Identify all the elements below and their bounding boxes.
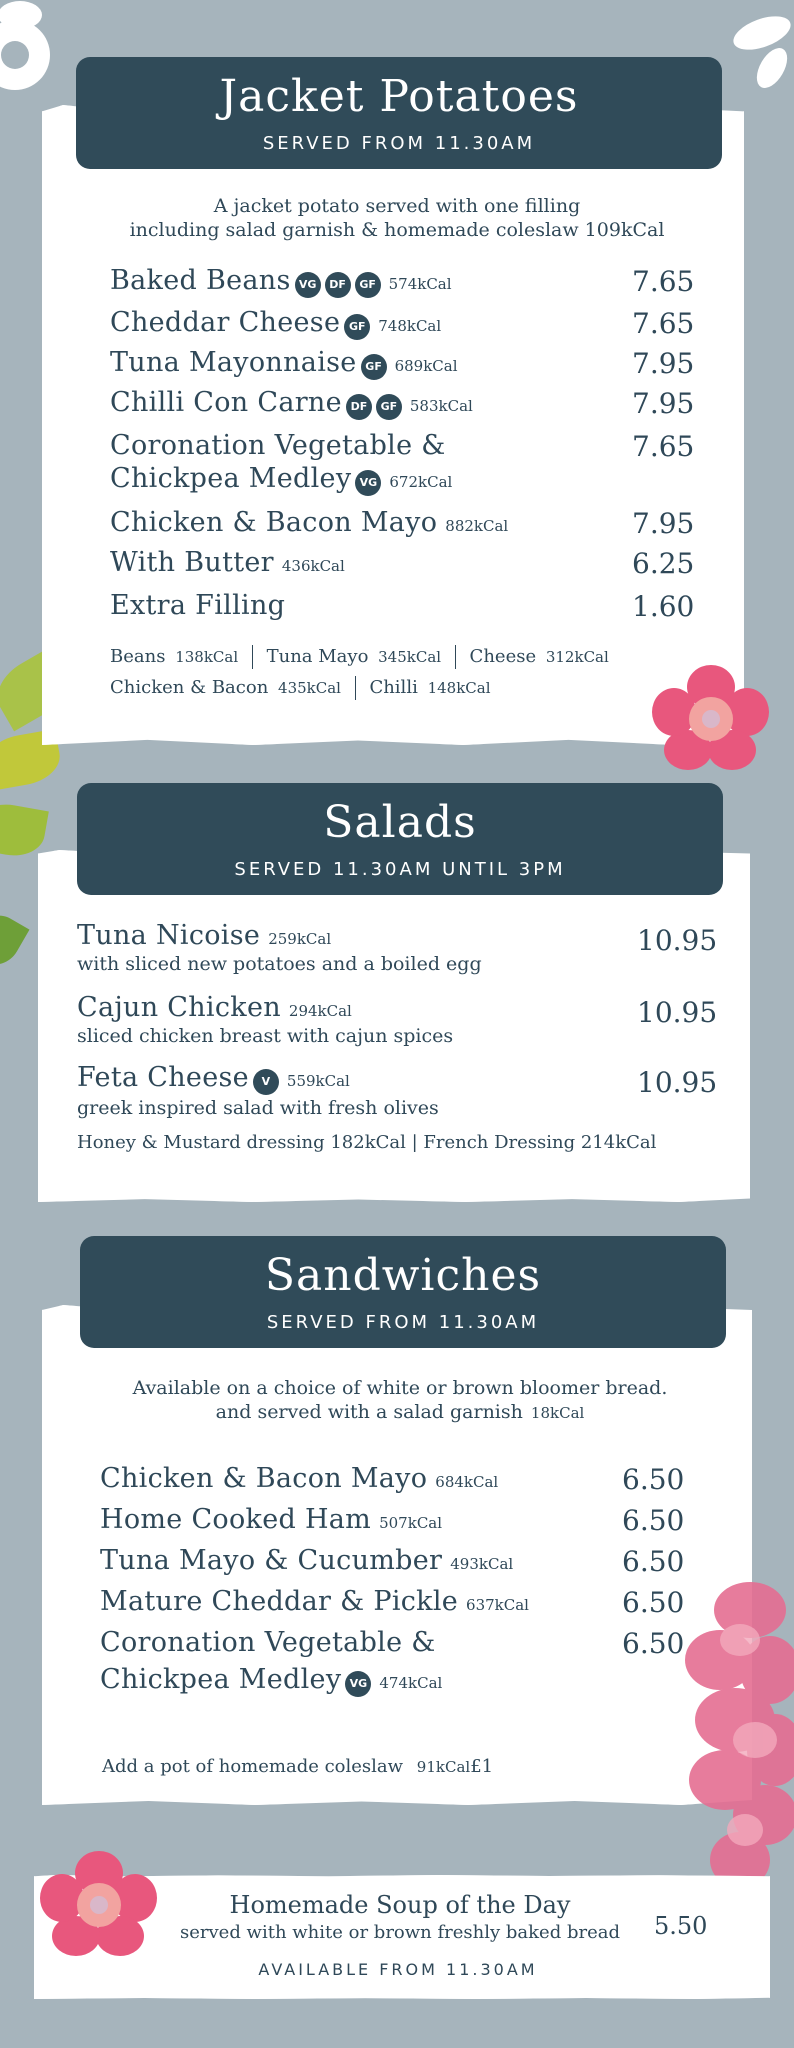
menu-item bbox=[110, 430, 710, 496]
green-leaf-decoration bbox=[0, 907, 29, 973]
intro-kcal: 18kCal bbox=[530, 1403, 585, 1422]
item-kcal: 684kCal bbox=[435, 1473, 499, 1491]
menu-item bbox=[100, 1504, 685, 1537]
soup-description: served with white or brown freshly baked bread bbox=[180, 1922, 620, 1943]
item-name: Coronation Vegetable & bbox=[110, 430, 446, 461]
extra-name: Cheese bbox=[469, 646, 537, 667]
extra-kcal: 435kCal bbox=[278, 679, 341, 697]
item-kcal: 583kCal bbox=[409, 397, 473, 415]
white-flower-top-left-decoration bbox=[0, 0, 60, 120]
intro-line bbox=[90, 1401, 710, 1425]
item-price: 6.50 bbox=[622, 1463, 685, 1496]
extra-fillings-line-2 bbox=[110, 676, 491, 700]
item-price: 7.65 bbox=[632, 307, 695, 340]
jacket-intro bbox=[90, 195, 704, 243]
item-description: sliced chicken breast with cajun spices bbox=[77, 1025, 454, 1047]
dietary-badge-icon: V bbox=[253, 1069, 279, 1095]
salad-items-list bbox=[77, 920, 727, 1140]
extra-name: Chilli bbox=[369, 677, 418, 698]
item-name: Cajun Chicken bbox=[77, 992, 281, 1023]
section-subtitle: SERVED 11.30AM UNTIL 3PM bbox=[234, 859, 566, 880]
dietary-badge-icon: VG bbox=[355, 470, 381, 496]
salad-dressings: Honey & Mustard dressing 182kCal | French Dressing 214kCal bbox=[77, 1132, 657, 1153]
item-kcal: 748kCal bbox=[378, 317, 442, 335]
item-kcal: 574kCal bbox=[388, 275, 452, 293]
item-price: 6.50 bbox=[622, 1627, 685, 1660]
item-price: 7.65 bbox=[632, 430, 695, 463]
item-name-line2: Chickpea Medley bbox=[110, 463, 352, 494]
dietary-badge-icon: GF bbox=[361, 354, 387, 380]
item-price: 6.50 bbox=[622, 1586, 685, 1619]
intro-line: including salad garnish & homemade coleslaw 109kCal bbox=[129, 218, 665, 241]
sandwiches-header bbox=[80, 1236, 726, 1348]
extra-kcal: 312kCal bbox=[545, 648, 609, 666]
item-name: Chicken & Bacon Mayo bbox=[100, 1463, 428, 1494]
item-kcal: 436kCal bbox=[281, 557, 345, 575]
item-price: 7.95 bbox=[632, 347, 695, 380]
item-description: greek inspired salad with fresh olives bbox=[77, 1096, 439, 1119]
menu-item bbox=[100, 1627, 685, 1697]
intro-line: A jacket potato served with one filling bbox=[213, 195, 581, 217]
item-name: With Butter bbox=[110, 547, 274, 578]
item-name: Tuna Mayonnaise bbox=[110, 347, 357, 378]
item-price: 7.95 bbox=[632, 387, 695, 420]
item-name: Chicken & Bacon Mayo bbox=[110, 507, 438, 538]
menu-item bbox=[100, 1586, 685, 1619]
dietary-badge-icon: VG bbox=[295, 272, 321, 298]
salads-header bbox=[77, 783, 723, 895]
soup-title: Homemade Soup of the Day bbox=[229, 1891, 571, 1919]
divider bbox=[355, 676, 356, 700]
item-price: 7.95 bbox=[632, 507, 695, 540]
item-price: 1.60 bbox=[632, 590, 695, 623]
soup-availability: AVAILABLE FROM 11.30AM bbox=[258, 1960, 538, 1979]
section-subtitle: SERVED FROM 11.30AM bbox=[266, 1312, 540, 1333]
item-price: 6.50 bbox=[622, 1545, 685, 1578]
dietary-badge-icon: GF bbox=[376, 394, 402, 420]
menu-item bbox=[110, 347, 710, 380]
item-price: 7.65 bbox=[632, 265, 695, 298]
jacket-items-list bbox=[110, 265, 710, 635]
divider bbox=[252, 645, 253, 669]
item-kcal: 882kCal bbox=[445, 517, 509, 535]
item-kcal: 474kCal bbox=[379, 1674, 443, 1692]
item-kcal: 259kCal bbox=[268, 930, 332, 948]
item-price: 10.95 bbox=[637, 1066, 718, 1099]
item-price: 10.95 bbox=[637, 924, 718, 957]
dietary-badge-icon: GF bbox=[344, 314, 370, 340]
coleslaw-price: £1 bbox=[470, 1756, 494, 1777]
item-name: Baked Beans bbox=[110, 265, 291, 296]
item-kcal: 559kCal bbox=[286, 1072, 350, 1090]
extra-fillings-line-1 bbox=[110, 645, 609, 669]
section-title: Sandwiches bbox=[264, 1250, 542, 1301]
sandwich-items-list bbox=[100, 1463, 685, 1713]
item-description: with sliced new potatoes and a boiled egg bbox=[77, 953, 482, 975]
jacket-potatoes-header bbox=[76, 57, 722, 169]
menu-item bbox=[110, 590, 710, 621]
item-name: Extra Filling bbox=[110, 590, 286, 621]
intro-text: and served with a salad garnish bbox=[215, 1400, 523, 1423]
divider bbox=[455, 645, 456, 669]
item-kcal: 637kCal bbox=[466, 1596, 529, 1614]
menu-item bbox=[100, 1545, 685, 1578]
item-name: Mature Cheddar & Pickle bbox=[100, 1586, 459, 1617]
extra-kcal: 345kCal bbox=[378, 648, 442, 666]
item-price: 6.50 bbox=[622, 1504, 685, 1537]
item-price: 10.95 bbox=[637, 996, 718, 1029]
section-title: Jacket Potatoes bbox=[219, 71, 579, 122]
item-name: Tuna Nicoise bbox=[77, 920, 261, 951]
item-name: Cheddar Cheese bbox=[110, 307, 341, 338]
item-kcal: 672kCal bbox=[389, 473, 453, 491]
menu-item bbox=[110, 265, 710, 298]
dietary-badge-icon: VG bbox=[345, 1671, 371, 1697]
item-price: 6.25 bbox=[632, 547, 695, 580]
dietary-badge-icon: GF bbox=[355, 272, 381, 298]
item-name-line2: Chickpea Medley bbox=[100, 1664, 342, 1695]
item-kcal: 493kCal bbox=[450, 1555, 514, 1573]
extra-name: Chicken & Bacon bbox=[110, 677, 269, 698]
item-name: Chilli Con Carne bbox=[110, 387, 342, 418]
soup-price: 5.50 bbox=[654, 1912, 708, 1940]
coleslaw-kcal: 91kCal bbox=[416, 1758, 471, 1776]
section-subtitle: SERVED FROM 11.30AM bbox=[262, 133, 536, 154]
menu-item bbox=[77, 992, 727, 1047]
menu-item bbox=[100, 1463, 685, 1496]
intro-line: Available on a choice of white or brown bloomer bread. bbox=[132, 1377, 668, 1399]
coleslaw-text: Add a pot of homemade coleslaw bbox=[102, 1756, 404, 1777]
menu-item bbox=[77, 920, 727, 975]
sandwiches-intro bbox=[90, 1377, 710, 1425]
item-kcal: 689kCal bbox=[394, 357, 458, 375]
section-title: Salads bbox=[323, 797, 477, 848]
item-name: Feta Cheese bbox=[77, 1062, 249, 1093]
item-name: Tuna Mayo & Cucumber bbox=[100, 1545, 443, 1576]
menu-item bbox=[110, 547, 710, 578]
extra-kcal: 148kCal bbox=[427, 679, 491, 697]
white-leaf-top-right-decoration bbox=[712, 8, 794, 98]
item-kcal: 507kCal bbox=[379, 1514, 443, 1532]
extra-name: Tuna Mayo bbox=[266, 646, 369, 667]
green-leaf-decoration bbox=[0, 799, 49, 860]
item-name: Home Cooked Ham bbox=[100, 1504, 372, 1535]
extra-kcal: 138kCal bbox=[175, 648, 239, 666]
dietary-badge-icon: DF bbox=[325, 272, 351, 298]
item-name: Coronation Vegetable & bbox=[100, 1627, 436, 1658]
extra-name: Beans bbox=[110, 646, 166, 667]
menu-item bbox=[110, 507, 710, 538]
pink-flower-decoration bbox=[652, 662, 770, 772]
menu-item bbox=[77, 1062, 727, 1119]
coleslaw-addon bbox=[102, 1756, 493, 1777]
dietary-badge-icon: DF bbox=[346, 394, 372, 420]
pink-flower-decoration bbox=[40, 1848, 158, 1958]
item-kcal: 294kCal bbox=[288, 1002, 352, 1020]
menu-item bbox=[110, 307, 710, 340]
pink-flower-cluster-decoration bbox=[680, 1580, 794, 1900]
menu-item bbox=[110, 387, 710, 420]
